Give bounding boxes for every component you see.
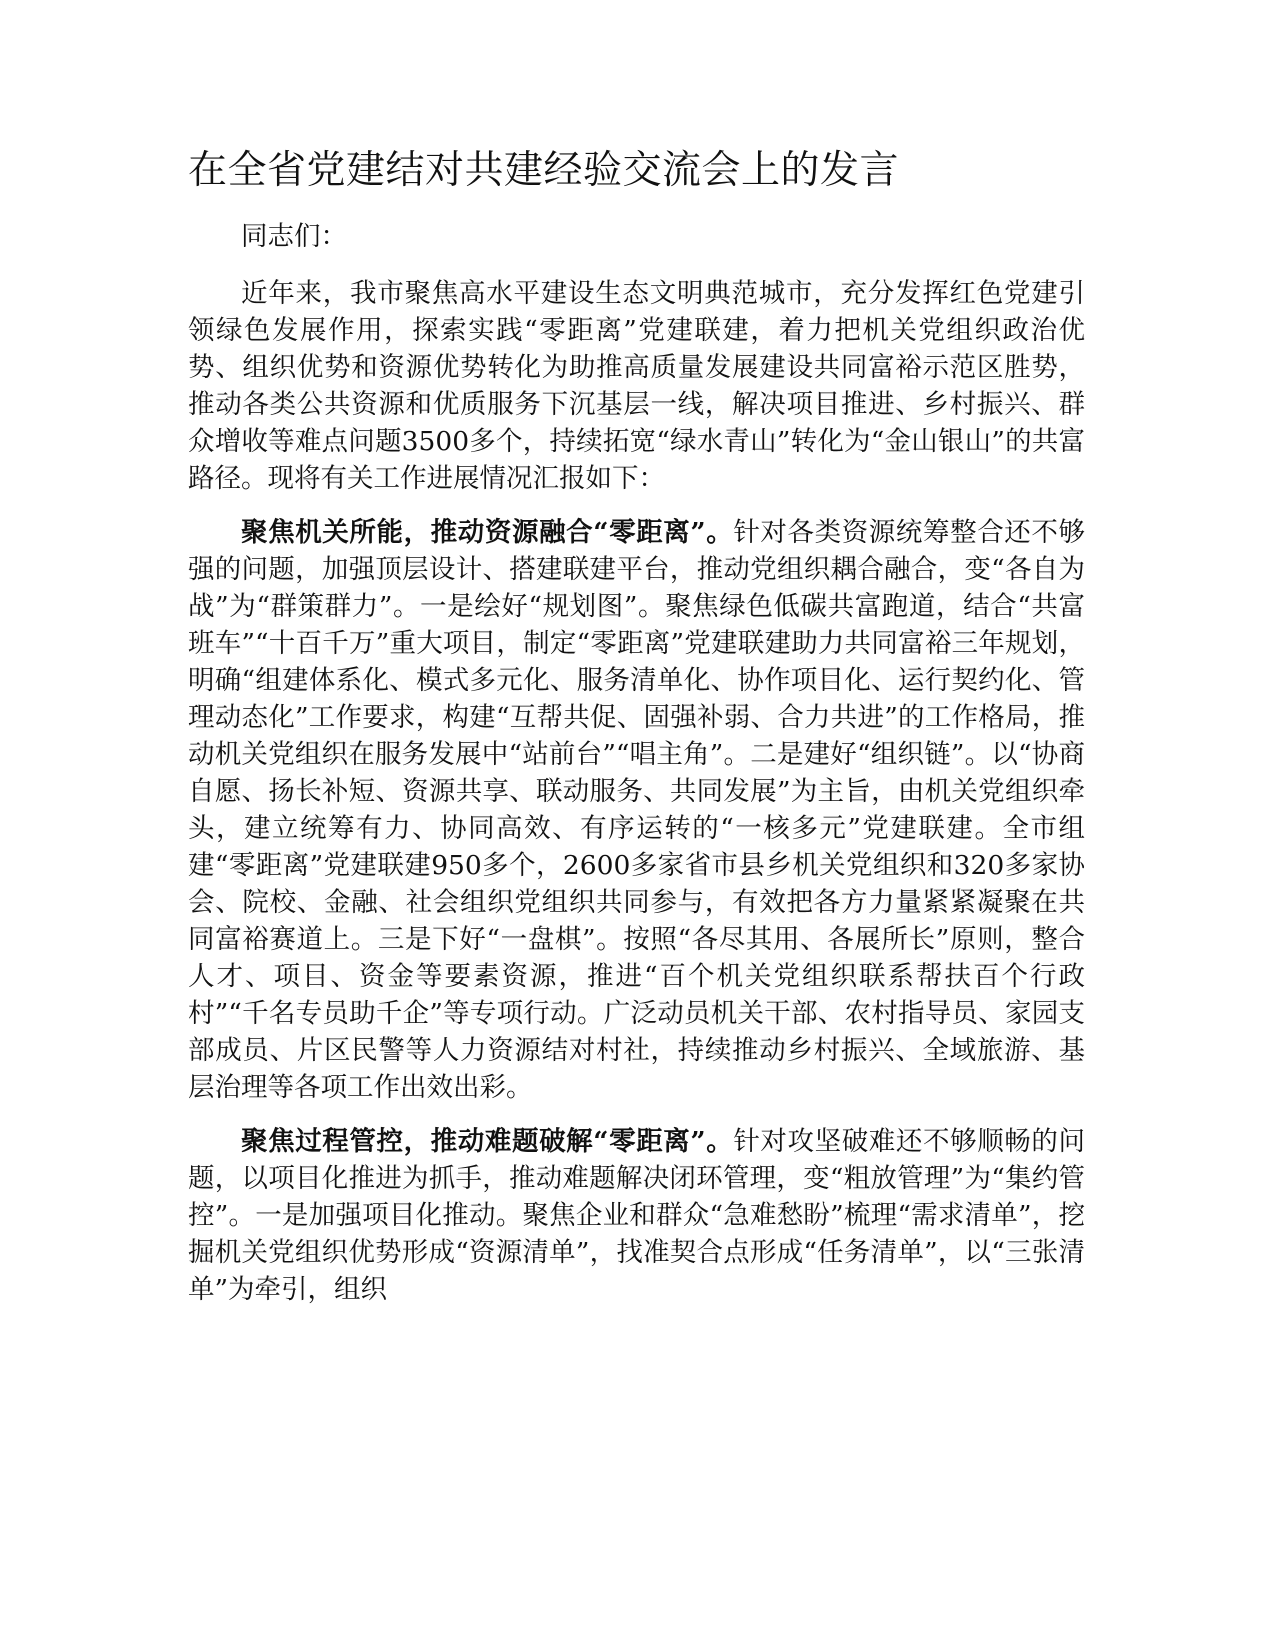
- section-1-body: 针对各类资源统筹整合还不够强的问题，加强顶层设计、搭建联建平台，推动党组织耦合融合，变“各自为战”为“群策群力”。一是绘好“规划图”。聚焦绿色低碳共富跑道，结合“共富班车”“十百千万”重大项目，制定“零距离”党建联建助力共同富裕三年规划，明确“组建体系化、模式多元化、服务清单化、协作项目化、运行契约化、管理动态化”工作要求，构建“互帮共促、固强补弱、合力共进”的工作格局，推动机关党组织在服务发展中“站前台”“唱主角”。二是建好“组织链”。以“协商自愿、扬长补短、资源共享、联动服务、共同发展”为主旨，由机关党组织牵头，建立统筹有力、协同高效、有序运转的“一核多元”党建联建。全市组建“零距离”党建联建950多个，2600多家省市县乡机关党组织和320多家协会、院校、金融、社会组织党组织共同参与，有效把各方力量紧紧凝聚在共同富裕赛道上。三是下好“一盘棋”。按照“各尽其用、各展所长”原则，整合人才、项目、资金等要素资源，推进“百个机关党组织联系帮扶百个行政村”“千名专员助千企”等专项行动。广泛动员机关干部、农村指导员、家园支部成员、片区民警等人力资源结对村社，持续推动乡村振兴、全域旅游、基层治理等各项工作出效出彩。: [188, 517, 1085, 1103]
- salutation: 同志们：: [241, 221, 347, 252]
- section-1-lead: 聚焦机关所能，推动资源融合“零距离”。: [241, 517, 734, 548]
- document-title: 在全省党建结对共建经验交流会上的发言: [188, 148, 900, 193]
- document-page: [188, 146, 1085, 1325]
- section-2-body: 针对攻坚破难还不够顺畅的问题，以项目化推进为抓手，推动难题解决闭环管理，变“粗放管理”为“集约管控”。一是加强项目化推动。聚焦企业和群众“急难愁盼”梳理“需求清单”，挖掘机关党组织优势形成“资源清单”，找准契合点形成“任务清单”，以“三张清单”为牵引，组织: [188, 1126, 1085, 1305]
- section-1-paragraph: [188, 514, 1085, 1106]
- section-2-paragraph: [188, 1123, 1085, 1308]
- intro-paragraph: 近年来，我市聚焦高水平建设生态文明典范城市，充分发挥红色党建引领绿色发展作用，探索实践“零距离”党建联建，着力把机关党组织政治优势、组织优势和资源优势转化为助推高质量发展建设共同富裕示范区胜势，推动各类公共资源和优质服务下沉基层一线，解决项目推进、乡村振兴、群众增收等难点问题3500多个，持续拓宽“绿水青山”转化为“金山银山”的共富路径。现将有关工作进展情况汇报如下：: [188, 278, 1085, 494]
- section-2-lead: 聚焦过程管控，推动难题破解“零距离”。: [241, 1126, 734, 1157]
